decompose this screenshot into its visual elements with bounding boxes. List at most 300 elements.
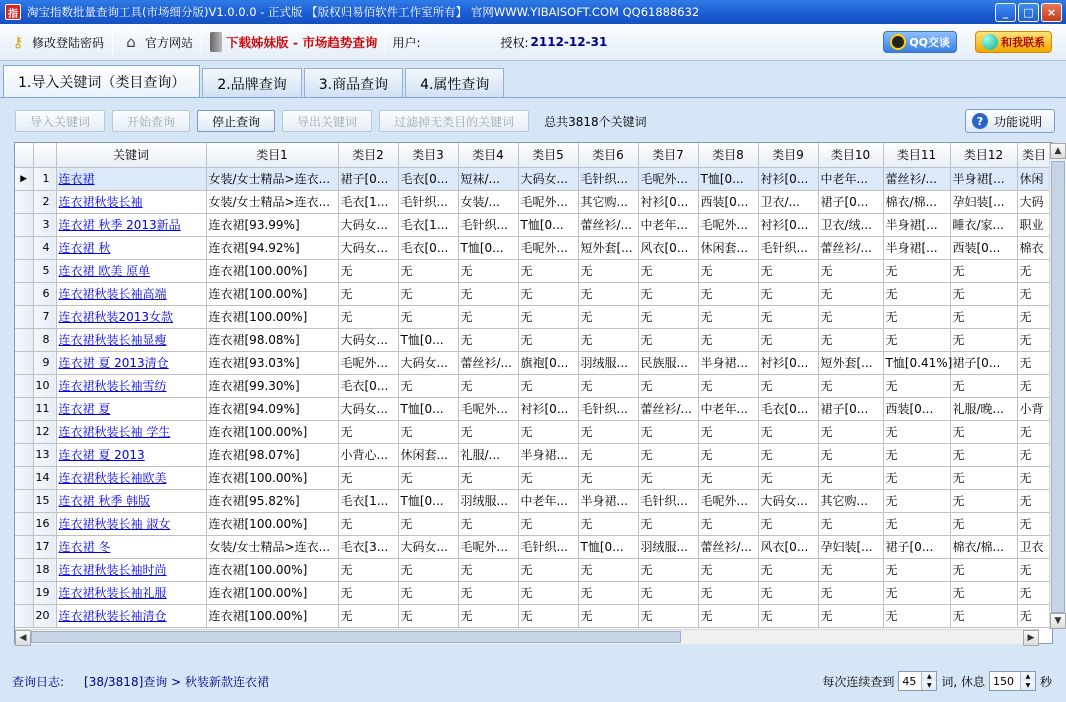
category-cell[interactable]: T恤[0... xyxy=(398,328,458,351)
category-cell[interactable]: 连衣裙[98.08%] xyxy=(206,328,338,351)
category-cell[interactable]: 无 xyxy=(518,328,578,351)
change-password-button[interactable] xyxy=(0,28,112,56)
category-cell[interactable]: 蕾丝衫/... xyxy=(698,535,758,558)
category-cell[interactable]: 无 xyxy=(578,558,638,581)
category-cell[interactable]: 毛衣[0... xyxy=(758,397,818,420)
category-cell[interactable]: 休闲 xyxy=(1017,167,1051,190)
category-cell[interactable]: 西装[0... xyxy=(950,236,1017,259)
category-cell[interactable]: 毛呢外... xyxy=(458,535,518,558)
category-cell[interactable]: 半身裙... xyxy=(518,443,578,466)
category-cell[interactable]: 其它购... xyxy=(818,489,883,512)
category-cell[interactable]: 无 xyxy=(698,512,758,535)
scroll-left-button[interactable]: ◀ xyxy=(15,630,31,646)
category-cell[interactable]: 连衣裙[94.09%] xyxy=(206,397,338,420)
category-cell[interactable]: 无 xyxy=(1017,466,1051,489)
category-cell[interactable]: 无 xyxy=(1017,604,1051,627)
category-cell[interactable]: 短外套[... xyxy=(578,236,638,259)
category-cell[interactable]: 无 xyxy=(698,328,758,351)
table-row[interactable] xyxy=(15,167,1051,190)
keyword-link[interactable]: 连衣裙秋装长袖礼服 xyxy=(56,581,206,604)
spin-down-arrow[interactable]: ▼ xyxy=(1021,681,1035,690)
category-cell[interactable]: 无 xyxy=(950,420,1017,443)
category-cell[interactable]: 无 xyxy=(758,512,818,535)
category-cell[interactable]: 衬衫[0... xyxy=(518,397,578,420)
table-row[interactable] xyxy=(15,374,1051,397)
category-cell[interactable]: 连衣裙[100.00%] xyxy=(206,259,338,282)
category-cell[interactable]: 休闲套... xyxy=(398,443,458,466)
category-cell[interactable]: 蕾丝衫/... xyxy=(578,213,638,236)
category-cell[interactable]: 无 xyxy=(883,466,950,489)
category-cell[interactable]: 无 xyxy=(398,466,458,489)
category-cell[interactable]: 毛针织... xyxy=(458,213,518,236)
column-header[interactable]: 类目12 xyxy=(950,143,1017,167)
category-cell[interactable]: 无 xyxy=(578,512,638,535)
category-cell[interactable]: 毛针织... xyxy=(578,397,638,420)
spin-up-arrow[interactable]: ▲ xyxy=(922,672,936,681)
category-cell[interactable]: 连衣裙[100.00%] xyxy=(206,305,338,328)
category-cell[interactable]: 无 xyxy=(638,581,698,604)
category-cell[interactable]: 羽绒服... xyxy=(638,535,698,558)
category-cell[interactable]: 无 xyxy=(818,282,883,305)
category-cell[interactable]: 连衣裙[94.92%] xyxy=(206,236,338,259)
table-row[interactable] xyxy=(15,558,1051,581)
category-cell[interactable]: 无 xyxy=(578,259,638,282)
rest-spinner[interactable] xyxy=(989,671,1036,691)
category-cell[interactable]: 风衣[0... xyxy=(758,535,818,558)
category-cell[interactable]: T恤[0... xyxy=(578,535,638,558)
category-cell[interactable]: 无 xyxy=(883,489,950,512)
column-header[interactable]: 类目1 xyxy=(206,143,338,167)
category-cell[interactable]: 民族服... xyxy=(638,351,698,374)
category-cell[interactable]: T恤[0... xyxy=(698,167,758,190)
table-row[interactable] xyxy=(15,305,1051,328)
category-cell[interactable]: 无 xyxy=(338,512,398,535)
keyword-link[interactable]: 连衣裙 冬 xyxy=(56,535,206,558)
category-cell[interactable]: 大码女... xyxy=(338,213,398,236)
category-cell[interactable]: 无 xyxy=(950,305,1017,328)
category-cell[interactable]: 无 xyxy=(398,282,458,305)
category-cell[interactable]: T恤[0... xyxy=(518,213,578,236)
help-button[interactable] xyxy=(965,109,1055,133)
category-cell[interactable]: 无 xyxy=(758,581,818,604)
column-header[interactable]: 类目9 xyxy=(758,143,818,167)
category-cell[interactable]: 无 xyxy=(638,374,698,397)
category-cell[interactable]: 无 xyxy=(758,443,818,466)
category-cell[interactable]: 无 xyxy=(578,604,638,627)
category-cell[interactable]: 女装/... xyxy=(458,190,518,213)
category-cell[interactable]: 无 xyxy=(883,512,950,535)
column-header[interactable]: 类目3 xyxy=(398,143,458,167)
category-cell[interactable]: 大码女... xyxy=(398,351,458,374)
table-row[interactable] xyxy=(15,512,1051,535)
minimize-button[interactable]: _ xyxy=(995,3,1016,22)
category-cell[interactable]: 无 xyxy=(698,259,758,282)
category-cell[interactable]: 女装/女士精品>连衣... xyxy=(206,535,338,558)
category-cell[interactable]: 毛衣[3... xyxy=(338,535,398,558)
keyword-link[interactable]: 连衣裙 秋季 2013新品 xyxy=(56,213,206,236)
category-cell[interactable]: 无 xyxy=(883,443,950,466)
keyword-link[interactable]: 连衣裙 夏 xyxy=(56,397,206,420)
category-cell[interactable]: 无 xyxy=(698,466,758,489)
category-cell[interactable]: 无 xyxy=(950,328,1017,351)
category-cell[interactable]: 无 xyxy=(578,443,638,466)
category-cell[interactable]: 无 xyxy=(338,604,398,627)
category-cell[interactable]: 无 xyxy=(578,328,638,351)
table-row[interactable] xyxy=(15,236,1051,259)
promo-link[interactable] xyxy=(202,28,385,56)
stop-query-button[interactable]: 停止查询 xyxy=(197,110,275,132)
category-cell[interactable]: 无 xyxy=(638,282,698,305)
category-cell[interactable]: 连衣裙[95.82%] xyxy=(206,489,338,512)
category-cell[interactable]: 裙子[0... xyxy=(818,190,883,213)
category-cell[interactable]: 衬衫[0... xyxy=(758,351,818,374)
category-cell[interactable]: 无 xyxy=(818,512,883,535)
category-cell[interactable]: 无 xyxy=(578,374,638,397)
category-cell[interactable]: 衬衫[0... xyxy=(758,167,818,190)
category-cell[interactable]: 毛衣[0... xyxy=(338,374,398,397)
category-cell[interactable]: 连衣裙[100.00%] xyxy=(206,466,338,489)
category-cell[interactable]: 无 xyxy=(578,282,638,305)
category-cell[interactable]: 毛呢外... xyxy=(518,236,578,259)
category-cell[interactable]: 休闲套... xyxy=(698,236,758,259)
category-cell[interactable]: 毛呢外... xyxy=(638,167,698,190)
category-cell[interactable]: 无 xyxy=(883,282,950,305)
category-cell[interactable]: 无 xyxy=(1017,374,1051,397)
category-cell[interactable]: 无 xyxy=(638,512,698,535)
column-header[interactable]: 类目7 xyxy=(638,143,698,167)
scroll-right-button[interactable]: ▶ xyxy=(1023,630,1039,646)
category-cell[interactable]: 无 xyxy=(638,558,698,581)
keyword-link[interactable]: 连衣裙 xyxy=(56,167,206,190)
category-cell[interactable]: 无 xyxy=(1017,282,1051,305)
category-cell[interactable]: 无 xyxy=(458,581,518,604)
category-cell[interactable]: 无 xyxy=(818,420,883,443)
category-cell[interactable]: 无 xyxy=(1017,489,1051,512)
category-cell[interactable]: 无 xyxy=(758,420,818,443)
category-cell[interactable]: 棉衣 xyxy=(1017,236,1051,259)
category-cell[interactable]: 无 xyxy=(338,466,398,489)
category-cell[interactable]: 无 xyxy=(578,420,638,443)
category-cell[interactable]: 无 xyxy=(518,604,578,627)
category-cell[interactable]: 无 xyxy=(518,374,578,397)
category-cell[interactable]: 裙子[0... xyxy=(818,397,883,420)
category-cell[interactable]: 毛衣[0... xyxy=(398,236,458,259)
category-cell[interactable]: 无 xyxy=(950,604,1017,627)
column-header[interactable]: 类目11 xyxy=(883,143,950,167)
category-cell[interactable]: 无 xyxy=(758,558,818,581)
tab-attribute-query[interactable]: 4.属性查询 xyxy=(405,68,504,98)
vertical-scroll-thumb[interactable] xyxy=(1051,161,1065,613)
category-cell[interactable]: 无 xyxy=(458,328,518,351)
vertical-scrollbar[interactable] xyxy=(1049,143,1066,629)
table-row[interactable] xyxy=(15,351,1051,374)
category-cell[interactable]: 无 xyxy=(398,581,458,604)
category-cell[interactable]: 连衣裙[93.99%] xyxy=(206,213,338,236)
category-cell[interactable]: 毛针织... xyxy=(398,190,458,213)
category-cell[interactable]: 无 xyxy=(398,558,458,581)
category-cell[interactable]: 短袜/... xyxy=(458,167,518,190)
scroll-up-button[interactable]: ▲ xyxy=(1050,143,1066,159)
table-row[interactable] xyxy=(15,397,1051,420)
category-cell[interactable]: 无 xyxy=(398,604,458,627)
category-cell[interactable]: 无 xyxy=(758,604,818,627)
category-cell[interactable]: 无 xyxy=(758,282,818,305)
category-cell[interactable]: 无 xyxy=(950,282,1017,305)
category-cell[interactable]: 毛衣[1... xyxy=(338,489,398,512)
category-cell[interactable]: 无 xyxy=(458,466,518,489)
category-cell[interactable]: 无 xyxy=(458,259,518,282)
category-cell[interactable]: 毛衣[1... xyxy=(398,213,458,236)
category-cell[interactable]: 无 xyxy=(883,604,950,627)
table-row[interactable] xyxy=(15,443,1051,466)
keyword-link[interactable]: 连衣裙秋装长袖清仓 xyxy=(56,604,206,627)
category-cell[interactable]: 女装/女士精品>连衣... xyxy=(206,190,338,213)
keyword-link[interactable]: 连衣裙秋装长袖时尚 xyxy=(56,558,206,581)
category-cell[interactable]: 无 xyxy=(883,420,950,443)
category-cell[interactable]: 无 xyxy=(698,443,758,466)
per-batch-input[interactable] xyxy=(899,672,921,690)
category-cell[interactable]: 无 xyxy=(698,581,758,604)
category-cell[interactable]: 连衣裙[100.00%] xyxy=(206,420,338,443)
category-cell[interactable]: 孕妇装[... xyxy=(950,190,1017,213)
category-cell[interactable]: 大码女... xyxy=(338,397,398,420)
table-row[interactable] xyxy=(15,489,1051,512)
category-cell[interactable]: 无 xyxy=(818,443,883,466)
category-cell[interactable]: 无 xyxy=(398,512,458,535)
category-cell[interactable]: 无 xyxy=(818,604,883,627)
keyword-link[interactable]: 连衣裙秋装长袖雪纺 xyxy=(56,374,206,397)
category-cell[interactable]: 无 xyxy=(758,328,818,351)
category-cell[interactable]: 无 xyxy=(398,259,458,282)
category-cell[interactable]: 连衣裙[100.00%] xyxy=(206,581,338,604)
category-cell[interactable]: 无 xyxy=(518,305,578,328)
category-cell[interactable]: 无 xyxy=(1017,328,1051,351)
category-cell[interactable]: 无 xyxy=(818,259,883,282)
table-row[interactable] xyxy=(15,604,1051,627)
category-cell[interactable]: 无 xyxy=(698,604,758,627)
category-cell[interactable]: 连衣裙[93.03%] xyxy=(206,351,338,374)
category-cell[interactable]: 孕妇装[... xyxy=(818,535,883,558)
keyword-link[interactable]: 连衣裙秋装长袖 学生 xyxy=(56,420,206,443)
table-row[interactable] xyxy=(15,466,1051,489)
category-cell[interactable]: 无 xyxy=(698,282,758,305)
category-cell[interactable]: 无 xyxy=(578,581,638,604)
category-cell[interactable]: 无 xyxy=(518,282,578,305)
category-cell[interactable]: 连衣裙[99.30%] xyxy=(206,374,338,397)
import-keywords-button[interactable]: 导入关键词 xyxy=(15,110,105,132)
spin-down-arrow[interactable]: ▼ xyxy=(922,681,936,690)
category-cell[interactable]: 卫衣/绒... xyxy=(818,213,883,236)
category-cell[interactable]: 无 xyxy=(883,374,950,397)
category-cell[interactable]: 无 xyxy=(698,420,758,443)
category-cell[interactable]: 羽绒服... xyxy=(578,351,638,374)
close-button[interactable]: × xyxy=(1041,3,1062,22)
category-cell[interactable]: 无 xyxy=(638,466,698,489)
category-cell[interactable]: 毛衣[0... xyxy=(398,167,458,190)
column-header[interactable]: 关键词 xyxy=(56,143,206,167)
category-cell[interactable]: 无 xyxy=(518,466,578,489)
category-cell[interactable]: 中老年... xyxy=(638,213,698,236)
keyword-link[interactable]: 连衣裙 夏 2013 xyxy=(56,443,206,466)
category-cell[interactable]: 无 xyxy=(1017,512,1051,535)
column-header[interactable]: 类目2 xyxy=(338,143,398,167)
category-cell[interactable]: 无 xyxy=(1017,443,1051,466)
category-cell[interactable]: 无 xyxy=(458,558,518,581)
rest-input[interactable] xyxy=(990,672,1020,690)
maximize-button[interactable]: □ xyxy=(1018,3,1039,22)
category-cell[interactable]: 无 xyxy=(458,374,518,397)
category-cell[interactable]: 无 xyxy=(1017,581,1051,604)
category-cell[interactable]: 无 xyxy=(338,282,398,305)
horizontal-scrollbar[interactable] xyxy=(15,629,1039,644)
category-cell[interactable]: 半身裙[... xyxy=(950,167,1017,190)
table-row[interactable] xyxy=(15,581,1051,604)
contact-button[interactable] xyxy=(975,31,1052,53)
category-cell[interactable]: 无 xyxy=(338,305,398,328)
category-cell[interactable]: 无 xyxy=(338,558,398,581)
category-cell[interactable]: 毛呢外... xyxy=(518,190,578,213)
category-cell[interactable]: 蕾丝衫/... xyxy=(638,397,698,420)
category-cell[interactable]: 无 xyxy=(818,305,883,328)
category-cell[interactable]: 衬衫[0... xyxy=(758,213,818,236)
category-cell[interactable]: 无 xyxy=(518,420,578,443)
category-cell[interactable]: 无 xyxy=(883,581,950,604)
category-cell[interactable]: 无 xyxy=(818,374,883,397)
category-cell[interactable]: 无 xyxy=(950,512,1017,535)
table-row[interactable] xyxy=(15,328,1051,351)
category-cell[interactable]: 无 xyxy=(578,466,638,489)
category-cell[interactable]: T恤[0... xyxy=(398,489,458,512)
table-row[interactable] xyxy=(15,535,1051,558)
category-cell[interactable]: 无 xyxy=(458,420,518,443)
category-cell[interactable]: T恤[0.41%] xyxy=(883,351,950,374)
category-cell[interactable]: 西装[0... xyxy=(883,397,950,420)
category-cell[interactable]: 棉衣/棉... xyxy=(883,190,950,213)
table-row[interactable] xyxy=(15,282,1051,305)
category-cell[interactable]: 无 xyxy=(818,581,883,604)
category-cell[interactable]: 短外套[... xyxy=(818,351,883,374)
category-cell[interactable]: 毛呢外... xyxy=(458,397,518,420)
table-row[interactable] xyxy=(15,190,1051,213)
category-cell[interactable]: 无 xyxy=(818,466,883,489)
export-keywords-button[interactable]: 导出关键词 xyxy=(282,110,372,132)
category-cell[interactable]: 大码女... xyxy=(758,489,818,512)
category-cell[interactable]: 西装[0... xyxy=(698,190,758,213)
category-cell[interactable]: 旗袍[0... xyxy=(518,351,578,374)
category-cell[interactable]: 无 xyxy=(1017,558,1051,581)
category-cell[interactable]: 无 xyxy=(698,558,758,581)
category-cell[interactable]: 蕾丝衫/... xyxy=(458,351,518,374)
category-cell[interactable]: 毛针织... xyxy=(518,535,578,558)
category-cell[interactable]: 无 xyxy=(758,466,818,489)
category-cell[interactable]: 无 xyxy=(578,305,638,328)
category-cell[interactable]: 无 xyxy=(338,581,398,604)
tab-brand-query[interactable]: 2.品牌查询 xyxy=(202,68,301,98)
category-cell[interactable]: 无 xyxy=(1017,305,1051,328)
category-cell[interactable]: 无 xyxy=(883,328,950,351)
keyword-link[interactable]: 连衣裙 夏 2013清仓 xyxy=(56,351,206,374)
category-cell[interactable]: 大码女... xyxy=(338,328,398,351)
category-cell[interactable]: 中老年... xyxy=(698,397,758,420)
category-cell[interactable]: 睡衣/家... xyxy=(950,213,1017,236)
category-cell[interactable]: 连衣裙[100.00%] xyxy=(206,604,338,627)
category-cell[interactable]: 无 xyxy=(638,328,698,351)
category-cell[interactable]: T恤[0... xyxy=(458,236,518,259)
keyword-link[interactable]: 连衣裙秋装长袖显瘦 xyxy=(56,328,206,351)
category-cell[interactable]: 蕾丝衫/... xyxy=(818,236,883,259)
category-cell[interactable]: 无 xyxy=(758,259,818,282)
category-cell[interactable]: 无 xyxy=(638,604,698,627)
category-cell[interactable]: 无 xyxy=(883,259,950,282)
category-cell[interactable]: 无 xyxy=(458,604,518,627)
category-cell[interactable]: 连衣裙[98.07%] xyxy=(206,443,338,466)
category-cell[interactable]: 半身裙[... xyxy=(883,236,950,259)
category-cell[interactable]: 半身裙... xyxy=(578,489,638,512)
category-cell[interactable]: 大码女... xyxy=(398,535,458,558)
category-cell[interactable]: 毛衣[1... xyxy=(338,190,398,213)
category-cell[interactable]: 无 xyxy=(1017,420,1051,443)
category-cell[interactable]: 裙子[0... xyxy=(338,167,398,190)
category-cell[interactable]: 毛针织... xyxy=(578,167,638,190)
category-cell[interactable]: 风衣[0... xyxy=(638,236,698,259)
category-cell[interactable]: T恤[0... xyxy=(398,397,458,420)
keyword-link[interactable]: 连衣裙秋装长袖欧美 xyxy=(56,466,206,489)
category-cell[interactable]: 毛呢外... xyxy=(698,213,758,236)
category-cell[interactable]: 小背心... xyxy=(338,443,398,466)
category-cell[interactable]: 无 xyxy=(758,374,818,397)
tab-product-query[interactable]: 3.商品查询 xyxy=(304,68,403,98)
category-cell[interactable]: 礼服/晚... xyxy=(950,397,1017,420)
category-cell[interactable]: 无 xyxy=(638,259,698,282)
category-cell[interactable]: 中老年... xyxy=(818,167,883,190)
category-cell[interactable]: 无 xyxy=(818,328,883,351)
category-cell[interactable]: 中老年... xyxy=(518,489,578,512)
category-cell[interactable]: 蕾丝衫/... xyxy=(883,167,950,190)
category-cell[interactable]: 卫衣 xyxy=(1017,535,1051,558)
category-cell[interactable]: 无 xyxy=(638,420,698,443)
category-cell[interactable]: 裙子[0... xyxy=(883,535,950,558)
column-header[interactable]: 类目6 xyxy=(578,143,638,167)
category-cell[interactable]: 礼服/... xyxy=(458,443,518,466)
category-cell[interactable]: 无 xyxy=(950,443,1017,466)
category-cell[interactable]: 无 xyxy=(518,558,578,581)
category-cell[interactable]: 无 xyxy=(638,305,698,328)
category-cell[interactable]: 卫衣/... xyxy=(758,190,818,213)
category-cell[interactable]: 无 xyxy=(818,558,883,581)
category-cell[interactable]: 毛针织... xyxy=(638,489,698,512)
scroll-down-button[interactable]: ▼ xyxy=(1050,613,1066,629)
category-cell[interactable]: 无 xyxy=(883,558,950,581)
category-cell[interactable]: 无 xyxy=(518,259,578,282)
keyword-link[interactable]: 连衣裙秋装长袖高端 xyxy=(56,282,206,305)
category-cell[interactable]: 无 xyxy=(638,443,698,466)
category-cell[interactable]: 无 xyxy=(398,305,458,328)
category-cell[interactable]: 无 xyxy=(398,374,458,397)
table-row[interactable] xyxy=(15,213,1051,236)
category-cell[interactable]: 无 xyxy=(698,374,758,397)
category-cell[interactable]: 大码 xyxy=(1017,190,1051,213)
category-cell[interactable]: 无 xyxy=(458,512,518,535)
category-cell[interactable]: 无 xyxy=(458,305,518,328)
category-cell[interactable]: 毛呢外... xyxy=(698,489,758,512)
keyword-link[interactable]: 连衣裙秋装2013女款 xyxy=(56,305,206,328)
horizontal-scroll-thumb[interactable] xyxy=(31,631,681,643)
start-query-button[interactable]: 开始查询 xyxy=(112,110,190,132)
keyword-link[interactable]: 连衣裙 秋季 韩版 xyxy=(56,489,206,512)
category-cell[interactable]: 毛呢外... xyxy=(338,351,398,374)
column-header[interactable]: 类目8 xyxy=(698,143,758,167)
category-cell[interactable]: 无 xyxy=(883,305,950,328)
